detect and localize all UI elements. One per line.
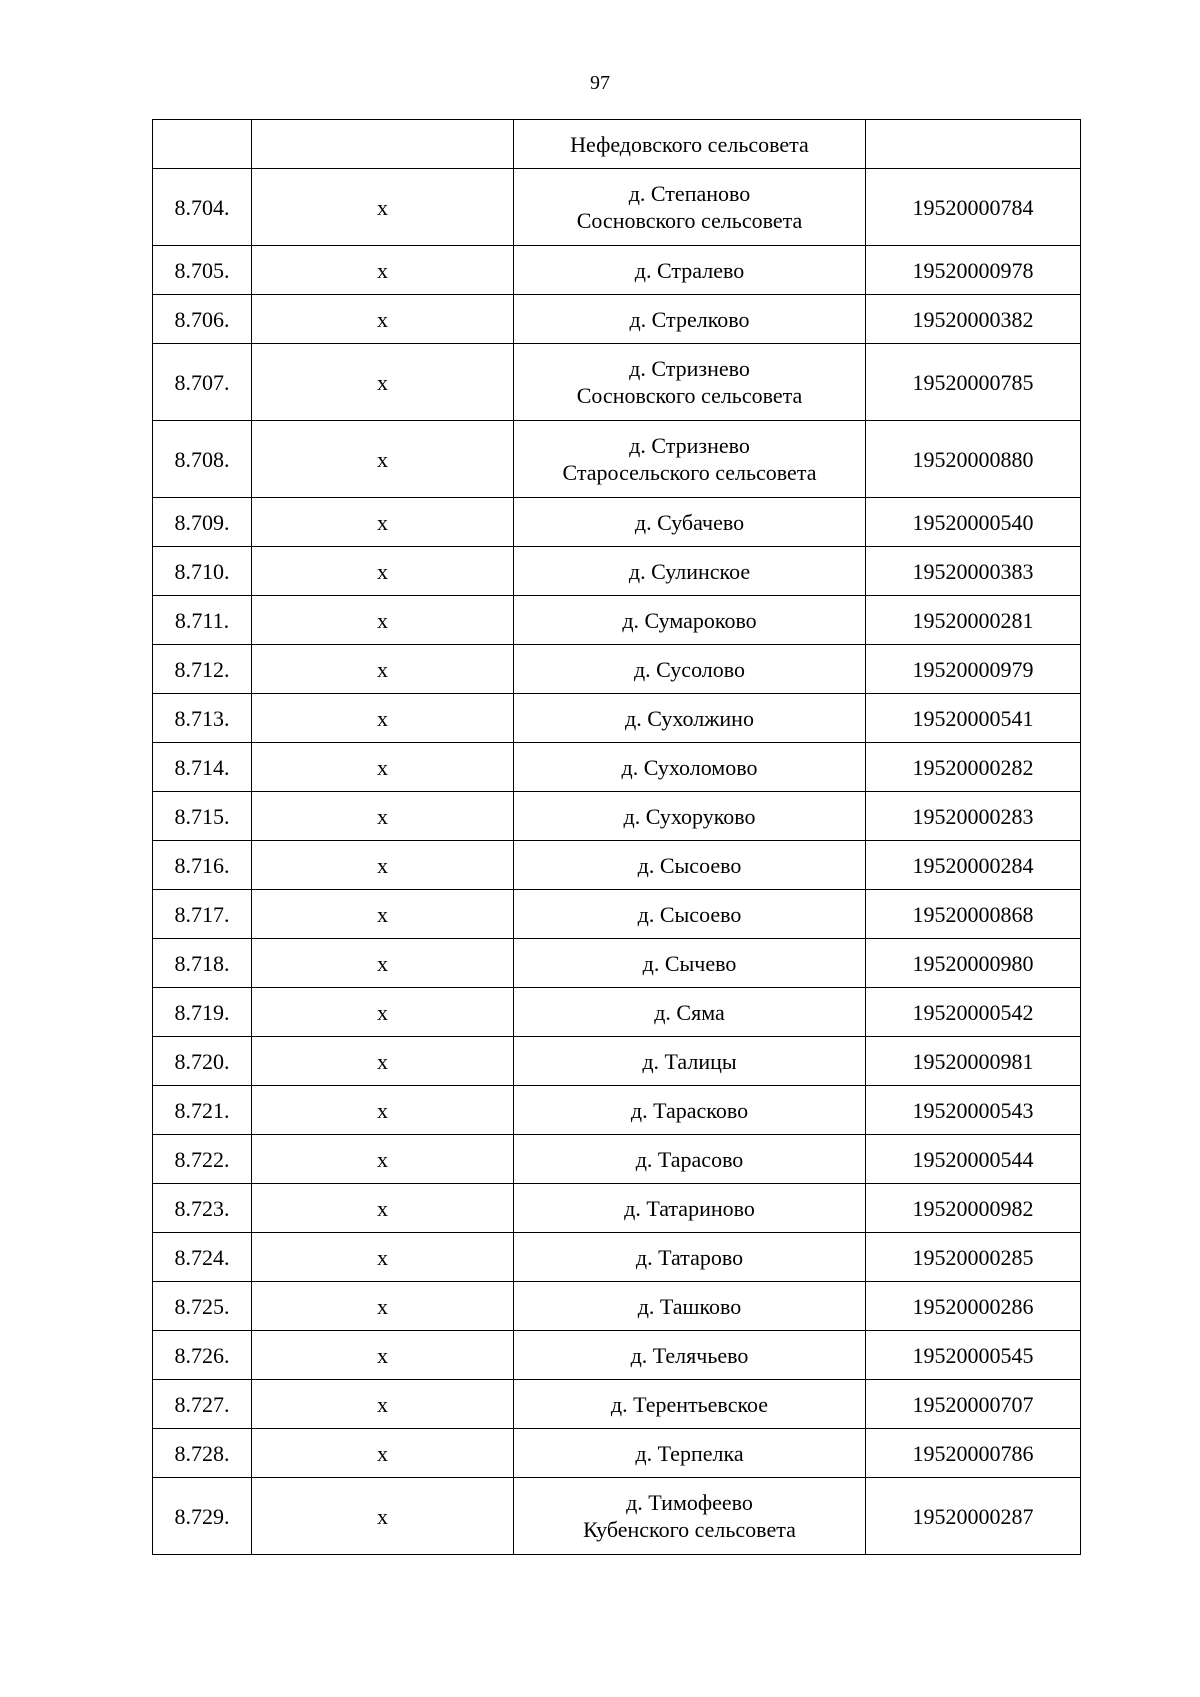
settlement-name: д. Стризнево [629, 433, 750, 458]
code-cell: 19520000979 [866, 645, 1081, 694]
row-number-cell: 8.705. [153, 246, 252, 295]
mark-cell [252, 120, 514, 169]
row-number-cell [153, 120, 252, 169]
code-cell: 19520000285 [866, 1233, 1081, 1282]
settlement-name: д. Сычево [642, 950, 737, 976]
table-row [153, 1037, 1081, 1086]
settlement-name: д. Тимофеево [626, 1490, 753, 1515]
row-number-cell: 8.713. [153, 694, 252, 743]
table-row [153, 1184, 1081, 1233]
settlement-name: д. Стризнево [629, 356, 750, 381]
code-cell: 19520000540 [866, 498, 1081, 547]
mark-cell: х [252, 694, 514, 743]
settlement-name-cell [514, 246, 866, 295]
mark-cell: х [252, 1184, 514, 1233]
table-continuation-row [153, 120, 1081, 169]
mark-cell: х [252, 890, 514, 939]
table-row [153, 1086, 1081, 1135]
mark-cell: х [252, 1037, 514, 1086]
code-cell: 19520000785 [866, 344, 1081, 421]
settlement-name-cell [514, 1282, 866, 1331]
mark-cell: х [252, 1429, 514, 1478]
table-row [153, 295, 1081, 344]
settlement-name: д. Стрелково [629, 306, 750, 332]
settlement-name-cell [514, 1380, 866, 1429]
row-number-cell: 8.720. [153, 1037, 252, 1086]
code-cell: 19520000281 [866, 596, 1081, 645]
code-cell: 19520000545 [866, 1331, 1081, 1380]
table-row [153, 596, 1081, 645]
settlement-name-cell [514, 498, 866, 547]
code-cell: 19520000543 [866, 1086, 1081, 1135]
settlement-name: д. Степаново [628, 181, 751, 206]
table-row [153, 1135, 1081, 1184]
code-cell: 19520000282 [866, 743, 1081, 792]
settlement-name: д. Телячьево [630, 1342, 749, 1368]
row-number-cell: 8.721. [153, 1086, 252, 1135]
settlement-name: д. Сухоломово [621, 754, 758, 780]
code-cell: 19520000382 [866, 295, 1081, 344]
council-name: Сосновского сельсовета [576, 383, 803, 408]
mark-cell: х [252, 421, 514, 498]
settlement-name: д. Терпелка [635, 1440, 744, 1466]
code-cell: 19520000982 [866, 1184, 1081, 1233]
settlement-name-cell [514, 1135, 866, 1184]
settlement-name: д. Сяма [654, 999, 725, 1025]
row-number-cell: 8.719. [153, 988, 252, 1037]
mark-cell: х [252, 1331, 514, 1380]
settlement-name-cell [514, 694, 866, 743]
mark-cell: х [252, 1380, 514, 1429]
mark-cell: х [252, 1135, 514, 1184]
row-number-cell: 8.716. [153, 841, 252, 890]
row-number-cell: 8.707. [153, 344, 252, 421]
settlement-name-cell [514, 547, 866, 596]
code-cell: 19520000283 [866, 792, 1081, 841]
code-cell: 19520000786 [866, 1429, 1081, 1478]
row-number-cell: 8.718. [153, 939, 252, 988]
table-row [153, 1380, 1081, 1429]
row-number-cell: 8.726. [153, 1331, 252, 1380]
settlement-name: д. Татарово [635, 1244, 744, 1270]
settlement-name-cell [514, 792, 866, 841]
settlement-name: д. Талицы [642, 1048, 737, 1074]
table-row [153, 169, 1081, 246]
code-cell: 19520000707 [866, 1380, 1081, 1429]
mark-cell: х [252, 939, 514, 988]
mark-cell: х [252, 547, 514, 596]
row-number-cell: 8.727. [153, 1380, 252, 1429]
code-cell: 19520000784 [866, 169, 1081, 246]
row-number-cell: 8.710. [153, 547, 252, 596]
mark-cell: х [252, 743, 514, 792]
settlement-name-cell [514, 1086, 866, 1135]
table-row [153, 1282, 1081, 1331]
row-number-cell: 8.722. [153, 1135, 252, 1184]
settlement-name-cell [514, 1233, 866, 1282]
settlement-name-cell [514, 1331, 866, 1380]
mark-cell: х [252, 792, 514, 841]
code-cell: 19520000286 [866, 1282, 1081, 1331]
council-name: Старосельского сельсовета [562, 460, 817, 485]
row-number-cell: 8.706. [153, 295, 252, 344]
settlement-name: д. Терентьевское [610, 1391, 769, 1417]
settlement-name-cell [514, 988, 866, 1037]
row-number-cell: 8.717. [153, 890, 252, 939]
settlement-name-cell [514, 1037, 866, 1086]
settlement-name: д. Стралево [634, 257, 745, 283]
settlement-name: д. Сумароково [622, 607, 757, 633]
settlement-name-cell [514, 295, 866, 344]
row-number-cell: 8.704. [153, 169, 252, 246]
code-cell: 19520000980 [866, 939, 1081, 988]
code-cell: 19520000544 [866, 1135, 1081, 1184]
table-row [153, 988, 1081, 1037]
settlement-name-cell [514, 169, 866, 246]
code-cell: 19520000978 [866, 246, 1081, 295]
mark-cell: х [252, 246, 514, 295]
settlement-name-cell [514, 890, 866, 939]
table-row [153, 421, 1081, 498]
table-row [153, 344, 1081, 421]
settlement-name: д. Сысоево [637, 852, 742, 878]
code-cell: 19520000981 [866, 1037, 1081, 1086]
row-number-cell: 8.709. [153, 498, 252, 547]
settlement-name: д. Сухоруково [623, 803, 756, 829]
settlement-name-cell [514, 1478, 866, 1555]
row-number-cell: 8.729. [153, 1478, 252, 1555]
settlement-name-cell [514, 421, 866, 498]
table-row [153, 1429, 1081, 1478]
code-cell: 19520000287 [866, 1478, 1081, 1555]
table-row [153, 1233, 1081, 1282]
settlement-name-cell [514, 344, 866, 421]
row-number-cell: 8.725. [153, 1282, 252, 1331]
row-number-cell: 8.728. [153, 1429, 252, 1478]
table-row [153, 890, 1081, 939]
settlement-name: д. Ташково [637, 1293, 742, 1319]
row-number-cell: 8.715. [153, 792, 252, 841]
settlements-table [152, 119, 1081, 1555]
table-row [153, 841, 1081, 890]
mark-cell: х [252, 1233, 514, 1282]
row-number-cell: 8.711. [153, 596, 252, 645]
row-number-cell: 8.712. [153, 645, 252, 694]
settlement-name: д. Сулинское [628, 558, 751, 584]
settlement-name: Нефедовского сельсовета [570, 131, 809, 157]
mark-cell: х [252, 645, 514, 694]
settlement-name: д. Сухолжино [625, 705, 754, 731]
code-cell: 19520000383 [866, 547, 1081, 596]
table-row [153, 645, 1081, 694]
settlement-name: д. Сысоево [637, 901, 742, 927]
mark-cell: х [252, 498, 514, 547]
mark-cell: х [252, 988, 514, 1037]
code-cell: 19520000542 [866, 988, 1081, 1037]
council-name: Сосновского сельсовета [576, 208, 803, 233]
settlement-name-cell [514, 120, 866, 169]
settlement-name: д. Тарасково [630, 1097, 749, 1123]
mark-cell: х [252, 841, 514, 890]
settlement-name-cell [514, 743, 866, 792]
row-number-cell: 8.724. [153, 1233, 252, 1282]
mark-cell: х [252, 1086, 514, 1135]
page-number: 97 [590, 72, 610, 94]
settlement-name-cell [514, 1429, 866, 1478]
council-name: Кубенского сельсовета [583, 1517, 796, 1542]
table-row [153, 792, 1081, 841]
table-row [153, 1331, 1081, 1380]
row-number-cell: 8.723. [153, 1184, 252, 1233]
settlement-name: д. Сусолово [633, 656, 745, 682]
settlement-name-cell [514, 841, 866, 890]
code-cell: 19520000284 [866, 841, 1081, 890]
settlement-name-cell [514, 939, 866, 988]
settlement-name-cell [514, 596, 866, 645]
settlement-name: д. Субачево [634, 509, 745, 535]
settlement-name: д. Тарасово [635, 1146, 744, 1172]
settlement-name-cell [514, 1184, 866, 1233]
code-cell: 19520000541 [866, 694, 1081, 743]
table-row [153, 498, 1081, 547]
mark-cell: х [252, 344, 514, 421]
row-number-cell: 8.708. [153, 421, 252, 498]
table-row [153, 1478, 1081, 1555]
code-cell [866, 120, 1081, 169]
mark-cell: х [252, 169, 514, 246]
table-row [153, 939, 1081, 988]
code-cell: 19520000868 [866, 890, 1081, 939]
table-row [153, 743, 1081, 792]
settlement-name: д. Татариново [624, 1195, 755, 1221]
settlement-name-cell [514, 645, 866, 694]
row-number-cell: 8.714. [153, 743, 252, 792]
table-row [153, 246, 1081, 295]
mark-cell: х [252, 1478, 514, 1555]
table-row [153, 547, 1081, 596]
mark-cell: х [252, 1282, 514, 1331]
code-cell: 19520000880 [866, 421, 1081, 498]
table-row [153, 694, 1081, 743]
table-body [153, 120, 1081, 1555]
mark-cell: х [252, 596, 514, 645]
mark-cell: х [252, 295, 514, 344]
